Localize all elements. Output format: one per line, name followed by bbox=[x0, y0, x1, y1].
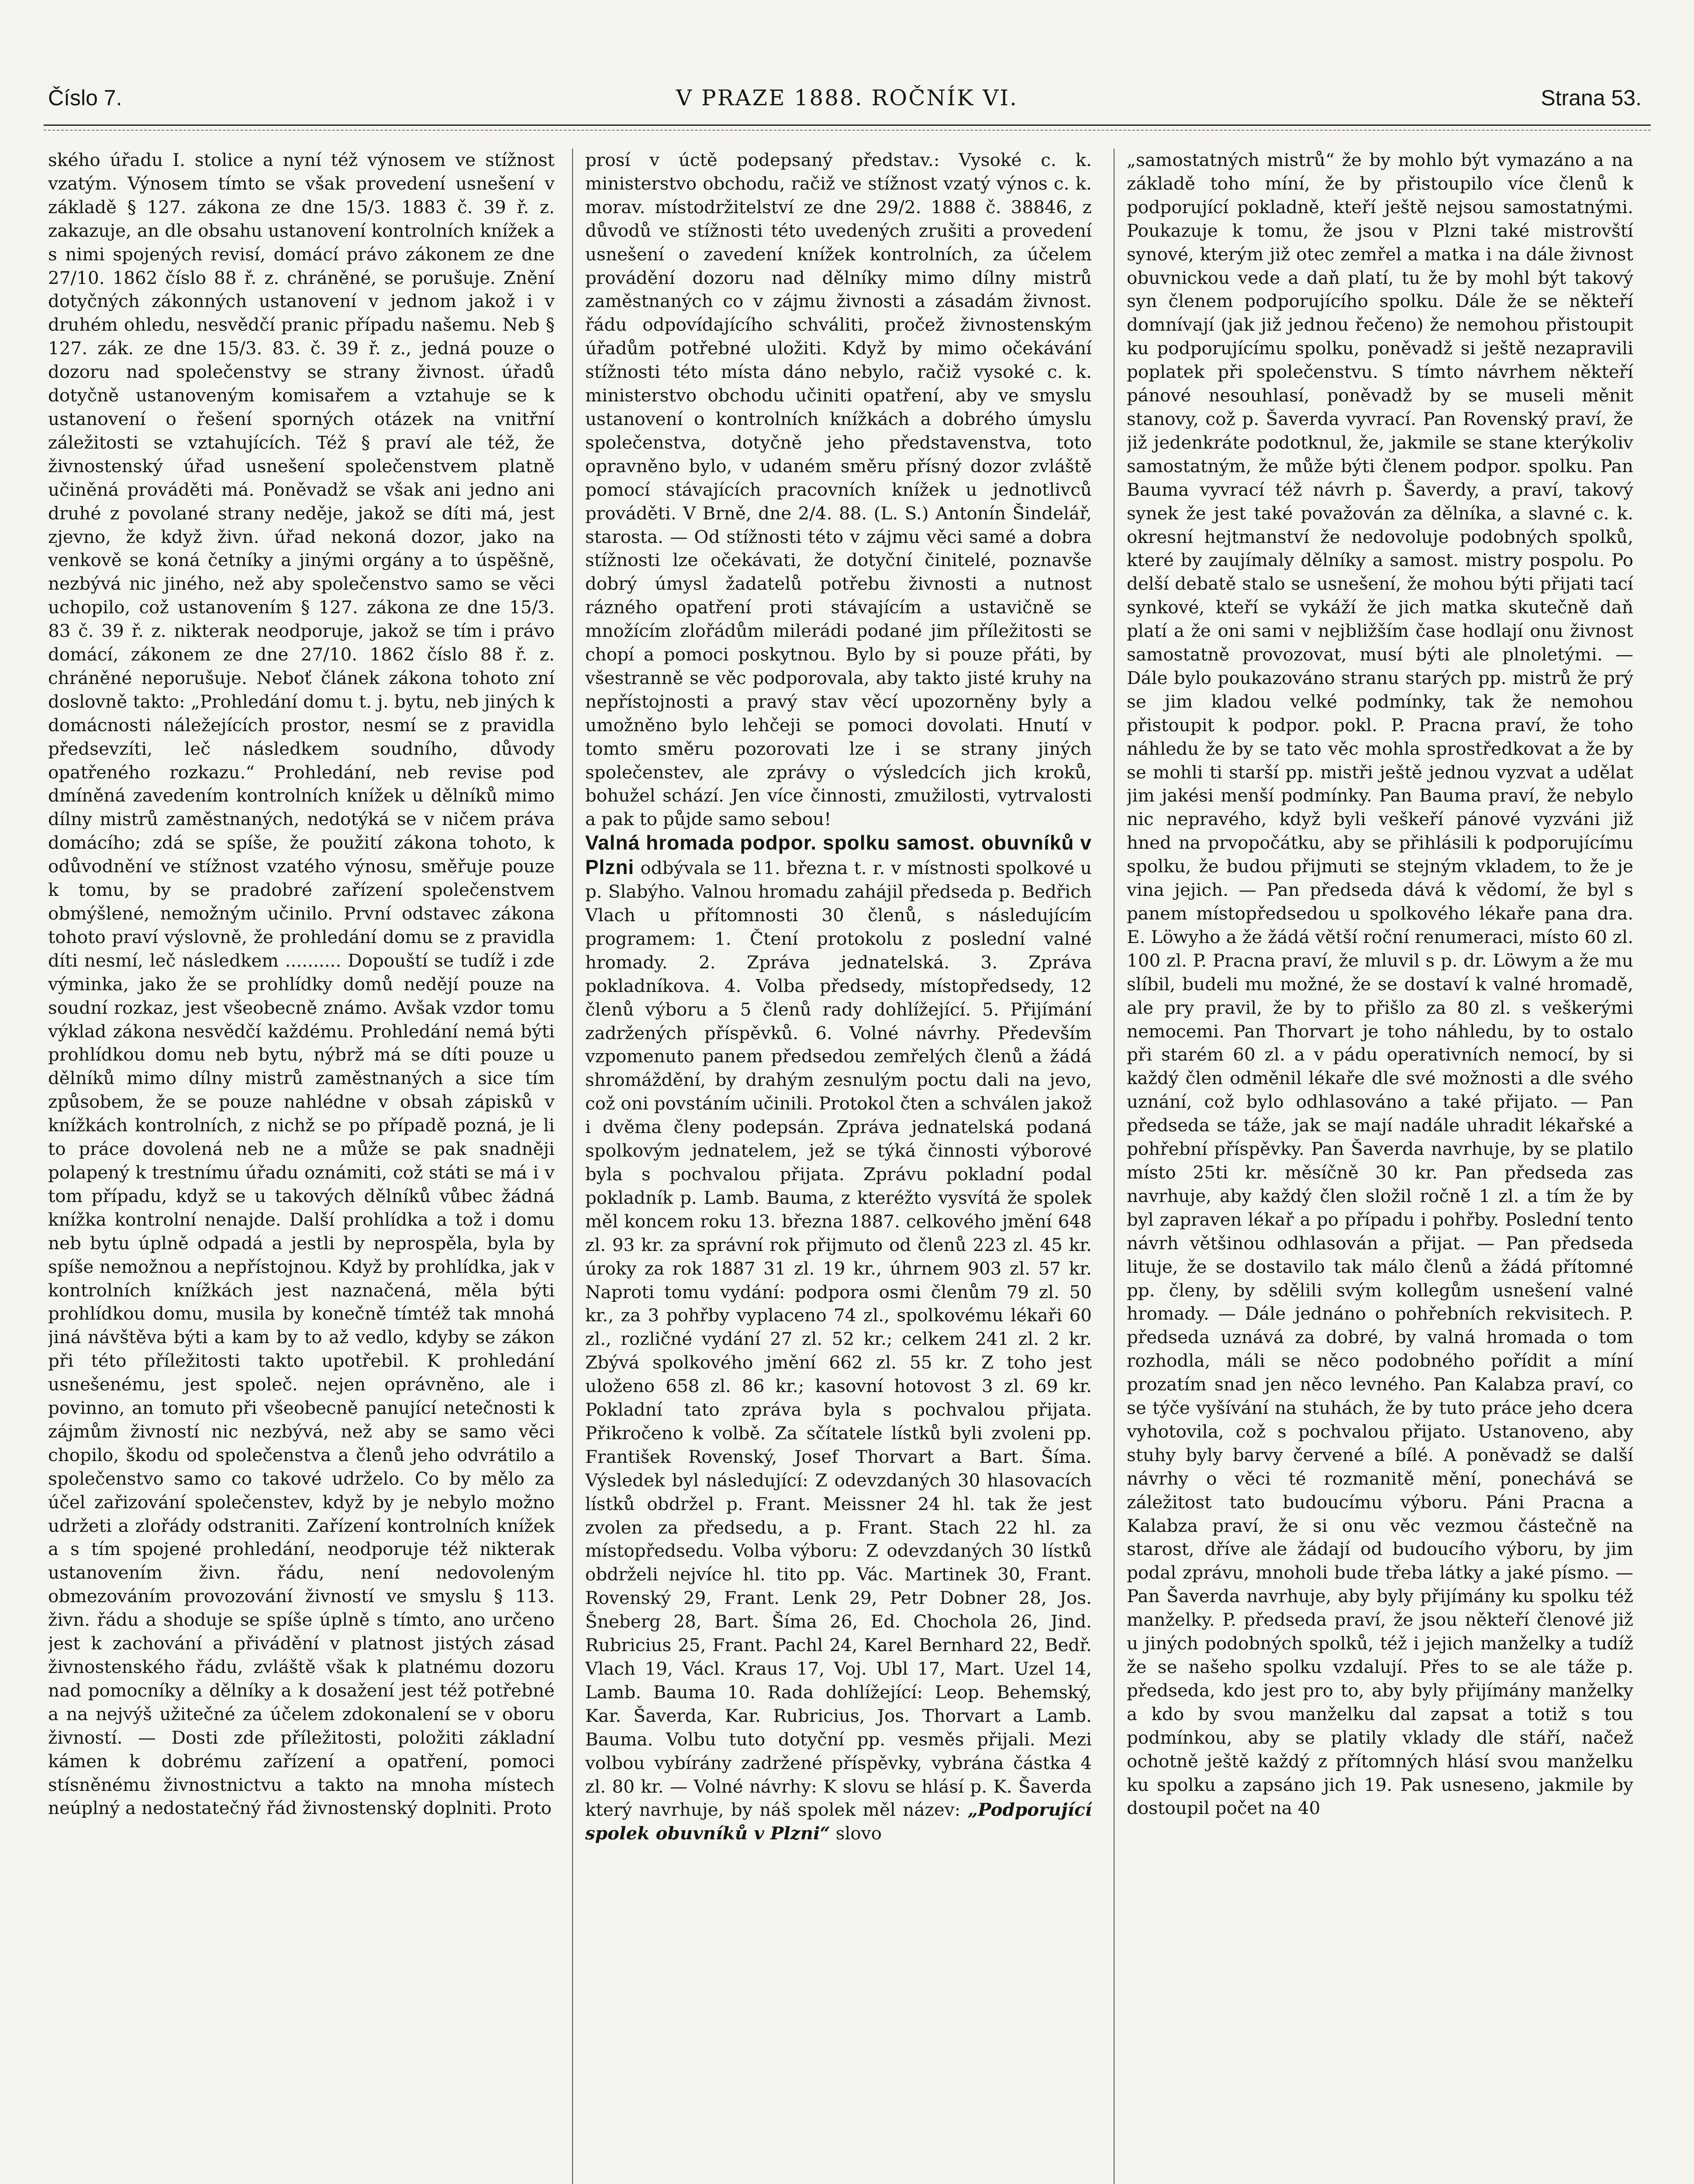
header-rule-dashed bbox=[44, 130, 1651, 131]
society-name: „Podporující spolek obuvníků v Plzni“ bbox=[585, 1799, 1092, 1844]
masthead-title: V PRAZE 1888. ROČNÍK VI. bbox=[676, 85, 1018, 111]
page-header bbox=[35, 85, 1659, 124]
column-1 bbox=[48, 149, 555, 2184]
column-2 bbox=[585, 149, 1092, 2184]
article-paragraph bbox=[585, 831, 1092, 1845]
column-2-text-c: slovo bbox=[835, 1823, 882, 1844]
header-rule bbox=[44, 124, 1651, 126]
page-number: Strana 53. bbox=[1541, 86, 1642, 110]
column-2-text-a: prosí v úctě podepsaný představ.: Vysoké c. k. ministerstvo obchodu, račiž ve stížnost vzatý výnos c. k. morav. místodržitelství ze dne 29/2. 1888 č. 38846, z důvodů ve stížnosti této uvedených zrušiti a provedení usnešení o zavedení knížek kontrolních, za účelem provádění dozoru nad dělníky mimo dílny mistrů zaměstnaných co v zájmu živnosti a zásadám živnost. řádu odpovídajícího schváliti, pročež živnostenským úřadům potřebné uložiti. Když by mimo očekávání stížnosti této místa dáno nebylo, račiž vysoké c. k. ministerstvo obchodu učiniti opatření, aby ve smyslu ustanovení o kontrolních knížkách a dobrého úmyslu společenstva, dotyčně jeho představenstva, toto opravněno bylo, v udaném směru přísný dozor zvláště pomocí stávajících pracovních knížek u jednotlivců prováděti. V Brně, dne 2/4. 88. (L. S.) Antonín Šindelář, starosta. — Od stížnosti této v zájmu věci samé a dobra stížnosti lze očekávati, že dotyční činitelé, poznavše dobrý úmysl žadatelů potřebu živnosti a nutnost rázného opatření proti stávajícím a ustavičně se množícím zlořádům milerádi podané jim příležitosti se chopí a pomoci poskytnou. Bylo by si pouze přáti, by všestranně se věc podporovala, aby takto jisté kruhy na nepřístojnosti a pravý stav věcí upozorněny byly a umožněno bylo lehčeji se pomoci dovolati. Hnutí v tomto směru pozorovati lze i se strany jiných společenstev, ale zprávy o výsledcích jich kroků, bohužel schází. Jen více činnosti, zmužilosti, vytrvalosti a pak to půjde samo sebou! bbox=[585, 149, 1092, 830]
issue-number: Číslo 7. bbox=[48, 86, 122, 110]
article-heading: Valná hromada podpor. spolku samost. obuvníků v Plzni bbox=[585, 831, 1092, 879]
column-3 bbox=[1127, 149, 1633, 2184]
column-divider bbox=[572, 149, 573, 2184]
column-3-text: „samostatných mistrů“ že by mohlo být vymazáno a na základě toho míní, že by přistoupilo více členů k podporující pokladně, kteří ještě nejsou samostatnými. Poukazuje k tomu, že jsou v Plzni také mistrovští synové, kterým již otec zemřel a matka i na dále živnost obuvnickou vede a daň platí, tu že by mohl být takový syn členem podporujícího spolku. Dále že se někteří domnívají (jak již jednou řečeno) že nemohou přistoupit ku podporujícímu spolku, poněvadž si ještě nezapravili poplatek při společenstvu. S tímto návrhem někteří pánové nesouhlasí, poněvadž by se museli měnit stanovy, což p. Šaverda vyvrací. Pan Rovenský praví, že již jedenkráte podotknul, že, jakmile se stane kterýkoliv samostatným, že může býti členem podpor. spolku. Pan Bauma vyvrací též návrh p. Šaverdy, a praví, takový synek že jest také považován za dělníka, a slavné c. k. okresní hejtmanství že nedovoluje podobných spolků, které by zaujímaly dělníky a samost. mistry pospolu. Po delší debatě stalo se usnešení, že mohou býti přijati tací synkové, kteří se vykáží že jich matka skutečně daň platí a že oni sami v nejbližším čase hodlají onu živnost samostatně provozovat, musí býti ale plnoletými. — Dále bylo poukazováno stranu starých pp. mistrů že prý se jim kladou velké podmínky, tak že nemohou přistoupit k podpor. pokl. P. Pracna praví, že toho náhledu že by se tato věc mohla sprostředkovat a že by se mohli ti starší pp. mistři ještě jednou vyzvat a udělat jim jakési menší podmínky. Pan Bauma praví, že nebylo nic nepravého, když byli veškeří pánové vyzváni již hned na prvopočátku, aby se přihlásili k podporujícímu spolku, že budou přijmuti se stejným vkladem, to že je vina jejich. — Pan předseda dává k vědomí, že byl s panem místopředsedou u spolkového lékaře pana dra. E. Löwyho a že žádá větší roční renumeraci, místo 60 zl. 100 zl. P. Pracna praví, že mluvil s p. dr. Löwym a že mu slíbil, budeli mu možné, že se dostaví k valné hromadě, ale pry pravil, že by to přišlo za 80 zl. s veškerými nemocemi. Pan Thorvart je toho náhledu, by to ostalo při starém 60 zl. a v pádu operativních nemocí, by si každý člen odměnil lékaře dle své možnosti a dle svého uznání, což bylo odhlasováno a také přijato. — Pan předseda se táže, jak se mají nadále uhradit lékařské a pohřební příspěvky. Pan Šaverda navrhuje, by se platilo místo 25ti kr. měsíčně 30 kr. Pan předseda zas navrhuje, aby každý člen složil ročně 1 zl. a tím že by byl zapraven lékař a po případu i pohřby. Poslední tento návrh většinou odhlasován a přijat. — Pan předseda lituje, že se dostavilo tak málo členů a žádá přítomné pp. členy, by sdělili svým kollegům usnešení valné hromady. — Dále jednáno o pohřebních rekvisitech. P. předseda uznává za dobré, by valná hromada o tom rozhodla, máli se něco podobného pořídit a míní prozatím snad jen něco levného. Pan Kalabza praví, co se týče vyšívání na stuhách, že by tuto práce jeho dcera vyhotovila, což s pochvalou přijato. Ustanoveno, aby stuhy byly barvy červené a bílé. A poněvadž se další návrhy o věci té rozmanitě mění, ponechává se záležitost tato budoucímu výboru. Páni Pracna a Kalabza praví, že si onu věc vezmou částečně na starost, dříve ale žádají od budoucího výboru, by jim podal zprávu, mnoholi bude třeba látky a jaké písmo. — Pan Šaverda navrhuje, aby byly přijímány ku spolku též manželky. P. předseda praví, že jsou někteří členové již u jiných podobných spolků, též i jejich manželky a tudíž že se našeho spolku vzdalují. Přes to se ale táže p. předseda, kdo jest pro to, aby byly přijímány manželky a kdo by svou manželku dal zapsat a totiž s tou podmínkou, aby se platily vklady dle stáří, načež ochotně ještě každý z přítomných hlásí svou manželku ku spolku a zapsáno jich 19. Pak usneseno, jakmile by dostoupil počet na 40 bbox=[1127, 149, 1633, 1819]
column-2-text-b: odbývala se 11. března t. r. v místnosti spolkové u p. Slabýho. Valnou hromadu zahájil předseda p. Bedřich Vlach u přítomnosti 30 členů, s následujícím programem: 1. Čtení protokolu z poslední valné hromady. 2. Zpráva jednatelská. 3. Zpráva pokladníkova. 4. Volba předsedy, místopředsedy, 12 členů výboru a 5 členů rady dohlížející. 5. Přijímání zadržených příspěvků. 6. Volné návrhy. Především vzpomenuto panem předsedou zemřelých členů a žádá shromáždění, by drahým zesnulým poctu dali na jevo, což oni povstáním učinili. Protokol čten a schválen jakož i dvěma členy podepsán. Zpráva jednatelská podaná spolkovým jednatelem, jež se týká činnosti výborové byla s pochvalou přijata. Zprávu pokladní podal pokladník p. Lamb. Bauma, z kteréžto vysvítá že spolek měl koncem roku 13. března 1887. celkového jmění 648 zl. 93 kr. za správní rok přijmuto od členů 223 zl. 45 kr. úroky za rok 1887 31 zl. 19 kr., úhrnem 903 zl. 57 kr. Naproti tomu vydání: podpora osmi členům 79 zl. 50 kr., za 3 pohřby vyplaceno 74 zl., spolkovému lékaři 60 zl., rozličné vydání 27 zl. 52 kr.; celkem 241 zl. 2 kr. Zbývá spolkového jmění 662 zl. 55 kr. Z toho jest uloženo 658 zl. 86 kr.; kasovní hotovost 3 zl. 69 kr. Pokladní tato zpráva byla s pochvalou přijata. Přikročeno k volbě. Za sčítatele lístků byli zvoleni pp. František Rovenský, Josef Thorvart a Bart. Šíma. Výsledek byl následující: Z odevzdaných 30 hlasovacích lístků obdržel p. Frant. Meissner 24 hl. tak že jest zvolen za předsedu, a p. Frant. Stach 22 hl. za místopředsedu. Volba výboru: Z odevzdaných 30 lístků obdrželi nejvíce hl. tito pp. Vác. Martinek 30, Frant. Rovenský 29, Frant. Lenk 29, Petr Dobner 28, Jos. Šneberg 28, Bart. Šíma 26, Ed. Chochola 26, Jind. Rubricius 25, Frant. Pachl 24, Karel Bernhard 22, Bedř. Vlach 19, Václ. Kraus 17, Voj. Ubl 17, Mart. Uzel 14, Lamb. Bauma 10. Rada dohlížející: Leop. Behemský, Kar. Šaverda, Kar. Rubricius, Jos. Thorvart a Lamb. Bauma. Volbu tuto dotyční pp. vesměs přijali. Mezi volbou vybírány zadržené příspěvky, vybrána částka 4 zl. 80 kr. — Volné návrhy: K slovu se hlásí p. K. Šaverda který navrhuje, by náš spolek měl název: bbox=[585, 857, 1092, 1821]
column-1-text: ského úřadu I. stolice a nyní též výnosem ve stížnost vzatým. Výnosem tímto se však provedení usnešení v základě § 127. zákona ze dne 15/3. 1883 č. 39 ř. z. zakazuje, an dle obsahu ustanovení kontrolních knížek a s nimi spojených revisí, domácí právo zákonem ze dne 27/10. 1862 číslo 88 ř. z. chráněné, se porušuje. Znění dotyčných zákonných ustanovení v jednom jakož i v druhém ohledu, nesvědčí pranic případu našemu. Neb § 127. zák. ze dne 15/3. 83. č. 39 ř. z., jedná pouze o dozoru nad společenstvy se strany živnost. úřadů dotyčně ustanoveným komisařem a vztahuje se k ustanovení o řešení sporných otázek na vnitřní záležitosti se vztahujících. Též § praví ale též, že živnostenský úřad usnešení společenstvem platně učiněná prováděti má. Poněvadž se však ani jedno ani druhé z povolané strany neděje, jakož se díti má, jest zjevno, že když živn. úřad nekoná dozor, jako na venkově se koná četníky a jinými orgány a to úspěšně, nezbývá nic jiného, než aby společenstvo samo se věci uchopilo, což ustanovením § 127. zákona ze dne 15/3. 83 č. 39 ř. z. nikterak neodporuje, jakož se tím i právo domácí, zákonem ze dne 27/10. 1862 číslo 88 ř. z. chráněné neporušuje. Neboť článek zákona tohoto zní doslovně takto: „Prohledání domu t. j. bytu, neb jiných k domácnosti náležejících prostor, nesmí se z pravidla předsevzíti, leč následkem soudního, důvody opatřeného rozkazu.“ Prohledání, neb revise pod dmíněná zavedením kontrolních knížek u dělníků mimo dílny mistrů zaměstnaných, nedotýká se v ničem práva domácího; zdá se spíše, že použití zákona tohoto, k odůvodnění ve stížnost vzatého výnosu, směřuje pouze k tomu, by se pradobré zařízení společenstvem obmýšlené, nemožným učinilo. První odstavec zákona tohoto praví výslovně, že prohledání domu se z pravidla díti nesmí, leč následkem .......... Dopouští se tudíž i zde výminka, jako že se prohlídky domů nedějí pouze na soudní rozkaz, jest všeobecně známo. Avšak vzdor tomu výklad zákona nesvědčí každému. Prohledání nemá býti prohlídkou domu neb bytu, nýbrž má se díti pouze u dělníků mimo dílny mistrů zaměstnaných a sice tím způsobem, že se pouze nahlédne v obsah zápisků v knížkách kontrolních, z nichž se po případě pozná, je li to práce dovolená neb ne a může se pak snadněji polapený k trestnímu úřadu oznámiti, což státi se má i v tom případu, když se u takových dělníků vůbec žádná knížka kontrolní nenajde. Další prohlídka a tož i domu neb bytu úplně odpadá a jestli by neprospěla, byla by spíše nemožnou a nepřístojnou. Když by prohlídka, jak v kontrolních knížkách jest naznačená, měla býti prohlídkou domu, musila by konečně tímtéž tak mnohá jiná návštěva býti a kam by to až vedlo, kdyby se zákon při této příležitosti takto upotřebil. K prohledání usnešenému, jest společ. nejen oprávněno, ale i povinno, an tomuto při všeobecně panující netečnosti k zájmům živností nic nezbývá, než aby se samo věci chopilo, škodu od společenstva a členů jeho odvrátilo a společenstvo samo co takové udrželo. Co by mělo za účel zařizování společenstev, když by je nebylo možno udržeti a zlořády odstraniti. Zařízení kontrolních knížek a s tím spojené prohledání, neodporuje též nikterak ustanovením živn. řádu, není nedovoleným obmezováním provozování živností ve smyslu § 113. živn. řádu a shoduje se spíše úplně s tímto, ano určeno jest k zachování a přivádění v platnost jistých zásad živnostenského řádu, zvláště však k platnému dozoru nad pomocníky a dělníky a k dosažení jest též potřebné a na nejvýš užitečné za účelem zdokonalení se v oboru živností. — Dosti zde příležitosti, položiti základní kámen k dobrému zařízení a opatření, pomoci stísněnému živnostnictvu a takto na mnoha místech neúplný a nedostatečný řád živnostenský doplniti. Proto bbox=[48, 149, 555, 1819]
